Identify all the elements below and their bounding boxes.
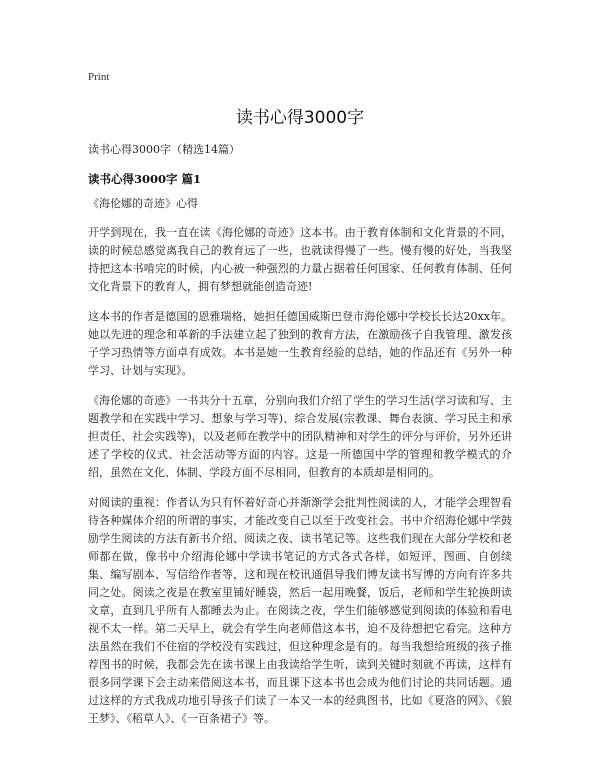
paragraph-1: 开学到现在，我一直在读《海伦娜的奇迹》这本书。由于教育体制和文化背景的不同，读的时候总感觉离我自己的教育远了一些，也就读得慢了一些。慢有慢的好处，当我坚持把这本书啃完的时候，内心被一种强烈的力量占据着任何国家、任何教育体制、任何文化背景下的教育人，拥有梦想就能创造奇迹!	[88, 226, 512, 293]
print-label[interactable]: Print	[88, 71, 110, 83]
paragraph-4: 对阅读的重视：作者认为只有怀着好奇心并渐渐学会批判性阅读的人，才能学会理智看待各种媒体介绍的所谓的事实，才能改变自己以至于改变社会。书中介绍海伦娜中学鼓励学生阅读的方法有新书介绍、阅读之夜、读书笔记等。这些我们现在大部分学校和老师都在做，像书中介绍海伦娜中学读书笔记的方式各式各样，如短评、图画、自创续集、编写剧本、写信给作者等，这和现在校讯通倡导我们博友读书写博的方向有许多共同之处。阅读之夜是在教室里铺好睡袋，然后一起用晚餐，饭后，老师和学生轮换朗读文章，直到几乎所有人都睡去为止。在阅读之夜，学生们能够感觉到阅读的体验和看电视不太一样。第二天早上，就会有学生向老师借这本书，迫不及待想把它看完。这种方法虽然在我们不住宿的学校没有实践过，但这种理念是有的。每当我想给班级的孩子推荐图书的时候，我都会先在读书课上由我读给学生听，读到关键时刻就不再读，这样有很多同学课下会主动来借阅这本书，而且课下这本书也会成为他们讨论的共同话题。通过这样的方式我成功地引导孩子们读了一本又一本的经典图书，比如《夏洛的网》、《狼王梦》、《稻草人》、《一百条裙子》等。	[88, 496, 512, 725]
paragraph-2: 这本书的作者是德国的恩雅瑞格，她担任德国威斯巴登市海伦娜中学校长长达20xx年。她以先进的理念和革新的手法建立起了独到的教育方法，在激励孩子自我管理、激发孩子学习热情等方面卓有成效。本书是她一生教育经验的总结，她的作品还有《另外一种学习、计划与实现》。	[88, 310, 512, 377]
paragraph-3: 《海伦娜的奇迹》一书共分十五章，分别向我们介绍了学生的学习生活(学习读和写、主题教学和在实践中学习、想象与学习等)、综合发展(宗教课、舞台表演、学习民主和承担责任、社会实践等)，以及老师在教学中的团队精神和对学生的评分与评价，另外还讲述了学校的仪式、社会活动等方面的内容。这是一所德国中学的管理和教学模式的介绍，虽然在文化、体制、学段方面不尽相同，但教育的本质却是相同的。	[88, 394, 512, 479]
section-title: 读书心得3000字 篇1	[88, 172, 202, 186]
book-subheading: 《海伦娜的奇迹》心得	[88, 197, 198, 210]
document-subtitle: 读书心得3000字（精选14篇）	[88, 143, 240, 156]
document-title: 读书心得3000字	[235, 108, 365, 128]
